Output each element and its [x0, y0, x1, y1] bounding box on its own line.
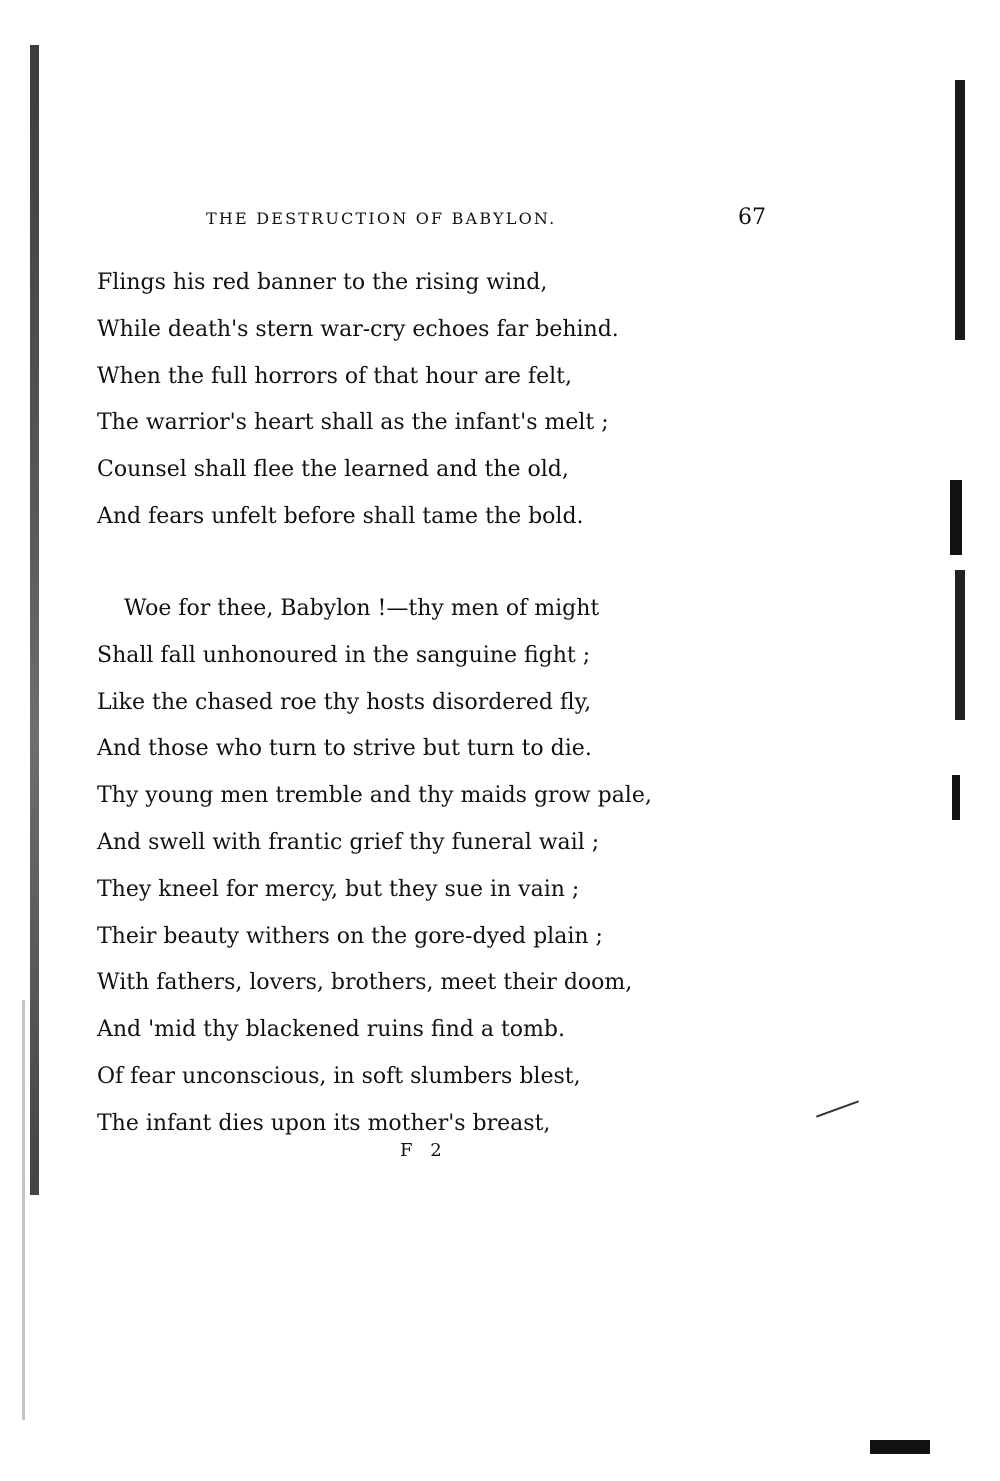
stanza-1	[97, 260, 737, 541]
running-head	[206, 205, 766, 237]
stanza-2	[97, 586, 737, 1148]
page-edge-mark-right	[955, 80, 965, 340]
page-edge-mark-right	[955, 570, 965, 720]
verse-line: Shall fall unhonoured in the sanguine fight ;	[97, 642, 591, 668]
verse-line: Flings his red banner to the rising wind,	[97, 270, 548, 295]
page-edge-shadow-left	[30, 45, 39, 1195]
verse-line: They kneel for mercy, but they sue in vain ;	[97, 876, 580, 902]
stray-pen-stroke	[816, 1100, 859, 1117]
verse-line: The warrior's heart shall as the infant's melt ;	[97, 410, 609, 436]
verse-line: When the full horrors of that hour are felt,	[97, 363, 572, 389]
page-number: 67	[738, 205, 766, 230]
verse-line: With fathers, lovers, brothers, meet their doom,	[97, 970, 633, 996]
verse-line: Of fear unconscious, in soft slumbers blest,	[97, 1063, 581, 1089]
signature-mark: F 2	[400, 1140, 448, 1161]
verse-line: Counsel shall flee the learned and the old,	[97, 457, 569, 483]
page-edge-line-left	[22, 1000, 25, 1420]
running-title: THE DESTRUCTION OF BABYLON.	[206, 209, 557, 228]
verse-line: And those who turn to strive but turn to die.	[97, 736, 592, 762]
verse-line: Thy young men tremble and thy maids grow pale,	[97, 783, 652, 809]
page-edge-mark-right	[952, 775, 960, 820]
verse-line: Their beauty withers on the gore-dyed plain ;	[97, 923, 603, 949]
page-edge-mark-bottom	[870, 1440, 930, 1454]
verse-line: And swell with frantic grief thy funeral wail ;	[97, 829, 600, 855]
verse-line: The infant dies upon its mother's breast,	[97, 1110, 551, 1136]
page-edge-mark-right	[950, 480, 962, 555]
verse-line: And 'mid thy blackened ruins find a tomb.	[97, 1017, 565, 1043]
verse-line: While death's stern war-cry echoes far behind.	[97, 316, 619, 342]
verse-line: Woe for thee, Babylon !—thy men of might	[124, 596, 600, 621]
verse-line: Like the chased roe thy hosts disordered fly,	[97, 689, 592, 715]
verse-line: And fears unfelt before shall tame the bold.	[97, 503, 584, 529]
